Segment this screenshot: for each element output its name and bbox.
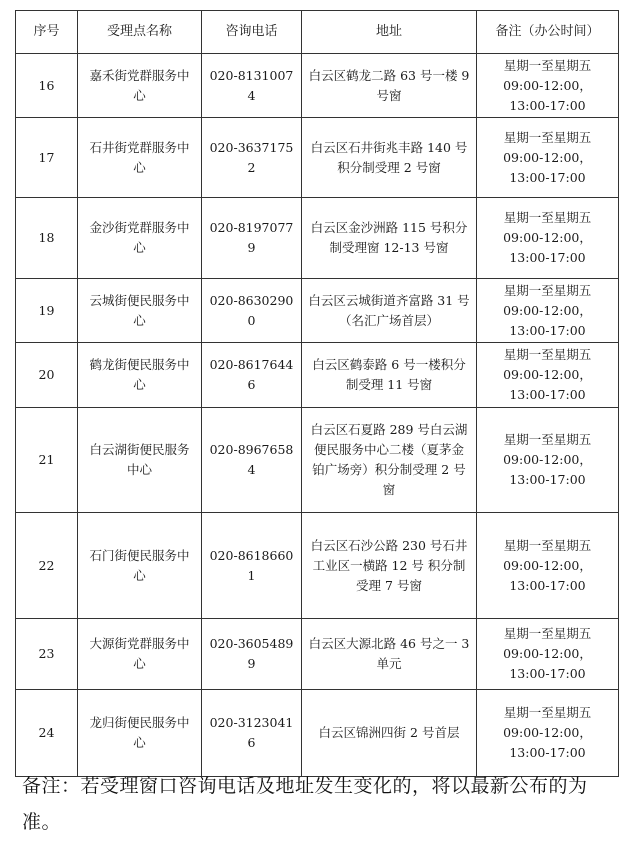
hours-line: 13:00-17:00 [509, 745, 586, 760]
cell-name: 石门街便民服务中心 [78, 513, 202, 619]
hours-line: 09:00-12:00， [503, 302, 592, 318]
hours-line: 13:00-17:00 [509, 322, 586, 338]
cell-hours [477, 690, 619, 777]
cell-hours [477, 408, 619, 513]
hours-line: 09:00-12:00， [503, 367, 592, 382]
cell-hours [477, 279, 619, 343]
cell-no: 18 [16, 198, 78, 279]
table-row [16, 513, 619, 619]
cell-address: 白云区石沙公路 230 号石井工业区一横路 12 号 积分制受理 7 号窗 [302, 513, 477, 619]
hours-line: 13:00-17:00 [509, 97, 586, 113]
cell-name: 鹤龙街便民服务中心 [78, 343, 202, 408]
hours-line: 09:00-12:00， [503, 725, 592, 740]
cell-name: 金沙街党群服务中心 [78, 198, 202, 279]
hours-line: 星期一至星期五 [503, 347, 592, 362]
table-row [16, 690, 619, 777]
header-phone: 咨询电话 [202, 11, 302, 54]
cell-phone: 020-86176446 [202, 343, 302, 408]
cell-phone: 020-36054899 [202, 619, 302, 690]
cell-hours [477, 343, 619, 408]
cell-name: 大源街党群服务中心 [78, 619, 202, 690]
hours-line: 星期一至星期五 [503, 282, 592, 298]
cell-hours [477, 513, 619, 619]
table-row [16, 343, 619, 408]
hours-line: 13:00-17:00 [509, 666, 586, 681]
hours-line: 09:00-12:00， [503, 230, 592, 245]
cell-name: 白云湖街便民服务中心 [78, 408, 202, 513]
hours-line: 星期一至星期五 [503, 705, 592, 720]
table-row [16, 198, 619, 279]
cell-name: 嘉禾街党群服务中心 [78, 54, 202, 118]
table-row [16, 619, 619, 690]
hours-line: 09:00-12:00， [503, 646, 592, 661]
cell-no: 16 [16, 54, 78, 118]
hours-line: 13:00-17:00 [509, 387, 586, 402]
hours-line: 星期一至星期五 [503, 210, 592, 225]
hours-line: 13:00-17:00 [509, 472, 586, 487]
hours-line: 09:00-12:00， [503, 452, 592, 467]
cell-address: 白云区石夏路 289 号白云湖便民服务中心二楼（夏茅金铂广场旁）积分制受理 2 号窗 [302, 408, 477, 513]
hours-line: 09:00-12:00， [503, 77, 592, 93]
cell-phone: 020-81310074 [202, 54, 302, 118]
cell-no: 19 [16, 279, 78, 343]
service-points-table [15, 10, 619, 777]
header-hours: 备注（办公时间） [477, 11, 619, 54]
hours-line: 星期一至星期五 [503, 129, 592, 145]
cell-address: 白云区大源北路 46 号之一 3 单元 [302, 619, 477, 690]
header-address: 地址 [302, 11, 477, 54]
cell-no: 20 [16, 343, 78, 408]
cell-phone: 020-81970779 [202, 198, 302, 279]
cell-phone: 020-89676584 [202, 408, 302, 513]
cell-address: 白云区云城街道齐富路 31 号（名汇广场首层） [302, 279, 477, 343]
hours-line: 星期一至星期五 [503, 432, 592, 447]
header-no: 序号 [16, 11, 78, 54]
cell-name: 石井街党群服务中心 [78, 118, 202, 198]
cell-phone: 020-36371752 [202, 118, 302, 198]
table-row [16, 54, 619, 118]
cell-no: 22 [16, 513, 78, 619]
footnote-text: 备注：若受理窗口咨询电话及地址发生变化的，将以最新公布的为准。 [22, 775, 588, 833]
table-row [16, 408, 619, 513]
cell-hours [477, 198, 619, 279]
cell-hours [477, 54, 619, 118]
cell-no: 24 [16, 690, 78, 777]
hours-line: 13:00-17:00 [509, 169, 586, 185]
cell-address: 白云区鹤泰路 6 号一楼积分制受理 11 号窗 [302, 343, 477, 408]
cell-no: 21 [16, 408, 78, 513]
hours-line: 星期一至星期五 [503, 626, 592, 641]
cell-address: 白云区金沙洲路 115 号积分制受理窗 12-13 号窗 [302, 198, 477, 279]
hours-line: 星期一至星期五 [503, 57, 592, 73]
cell-phone: 020-31230416 [202, 690, 302, 777]
cell-no: 17 [16, 118, 78, 198]
cell-address: 白云区鹤龙二路 63 号一楼 9 号窗 [302, 54, 477, 118]
cell-address: 白云区石井街兆丰路 140 号积分制受理 2 号窗 [302, 118, 477, 198]
table-body [16, 54, 619, 777]
hours-line: 13:00-17:00 [509, 577, 586, 593]
cell-name: 龙归街便民服务中心 [78, 690, 202, 777]
hours-line: 09:00-12:00， [503, 557, 592, 573]
cell-hours [477, 619, 619, 690]
cell-phone: 020-86186601 [202, 513, 302, 619]
cell-no: 23 [16, 619, 78, 690]
table-row [16, 118, 619, 198]
hours-line: 13:00-17:00 [509, 250, 586, 265]
cell-name: 云城街便民服务中心 [78, 279, 202, 343]
cell-hours [477, 118, 619, 198]
cell-phone: 020-86302900 [202, 279, 302, 343]
cell-address: 白云区锦洲四街 2 号首层 [302, 690, 477, 777]
hours-line: 09:00-12:00， [503, 149, 592, 165]
table-header-row [16, 11, 619, 54]
header-name: 受理点名称 [78, 11, 202, 54]
table-row [16, 279, 619, 343]
hours-line: 星期一至星期五 [503, 537, 592, 553]
